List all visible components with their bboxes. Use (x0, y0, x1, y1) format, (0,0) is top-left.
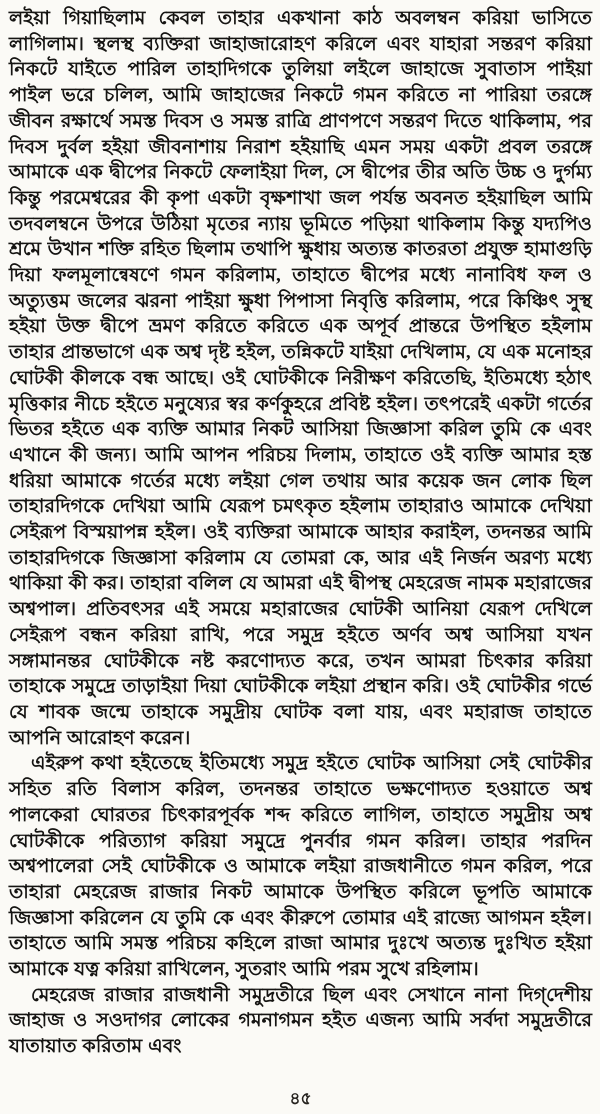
page-text-block (9, 6, 592, 1060)
paragraph-1: লইয়া গিয়াছিলাম কেবল তাহার একখানা কাঠ অবলম্বন করিয়া ভাসিতে লাগিলাম। স্থলস্থ ব্যক্তিরা জাহাজারোহণ করিলে এবং যাহারা সন্তরণ করিয়া নিকটে যাইতে পারিল তাহাদিগকে তুলিয়া লইলে জাহাজে সুবাতাস পাইয়া পাইল ভরে চলিল, আমি জাহাজের নিকটে গমন করিতে না পারিয়া তরঙ্গে জীবন রক্ষার্থে সমস্ত দিবস ও সমস্ত রাত্রি প্রাণপণে সন্তরণ দিতে থাকিলাম, পর দিবস দুর্বল হইয়া জীবনাশায় নিরাশ হইয়াছি এমন সময় একটা প্রবল তরঙ্গে আমাকে এক দ্বীপের নিকটে ফেলাইয়া দিল, সে দ্বীপের তীর অতি উচ্চ ও দুর্গম্য কিন্তু পরমেশ্বরের কী কৃপা একটা বৃক্ষশাখা জল পর্যন্ত অবনত হইয়াছিল আমি তদবলম্বনে উপরে উঠিয়া মৃতের ন্যায় ভূমিতে পড়িয়া থাকিলাম কিন্তু যদ্যপিও শ্রমে উখান শক্তি রহিত ছিলাম তথাপি ক্ষুধায় অত্যন্ত কাতরতা প্রযুক্ত হামাগুড়ি দিয়া ফলমূলান্বেষণে গমন করিলাম, তাহাতে দ্বীপের মধ্যে নানাবিধ ফল ও অত্যুত্তম জলের ঝরনা পাইয়া ক্ষুধা পিপাসা নিবৃত্তি করিলাম, পরে কিঞ্চিৎ সুস্থ হইয়া উক্ত দ্বীপে ভ্রমণ করিতে করিতে এক অপূর্ব প্রান্তরে উপস্থিত হইলাম তাহার প্রান্তভাগে এক অশ্ব দৃষ্ট হইল, তন্নিকটে যাইয়া দেখিলাম, যে এক মনোহর ঘোটকী কীলকে বন্ধ আছে। ওই ঘোটকীকে নিরীক্ষণ করিতেছি, ইতিমধ্যে হঠাৎ মৃত্তিকার নীচে হইতে মনুষ্যের স্বর কর্ণকুহরে প্রবিষ্ট হইল। তৎপরেই একটা গর্তের ভিতর হইতে এক ব্যক্তি আমার নিকট আসিয়া জিজ্ঞাসা করিল তুমি কে এবং এখানে কী জন্য। আমি আপন পরিচয় দিলাম, তাহাতে ওই ব্যক্তি আমার হস্ত ধরিয়া আমাকে গর্তের মধ্যে লইয়া গেল তথায় আর কয়েক জন লোক ছিল তাহারদিগকে দেখিয়া আমি যেরূপ চমৎকৃত হইলাম তাহারাও আমাকে দেখিয়া সেইরূপ বিস্ময়াপন্ন হইল। ওই ব্যক্তিরা আমাকে আহার করাইল, তদনন্তর আমি তাহারদিগকে জিজ্ঞাসা করিলাম যে তোমরা কে, আর এই নির্জন অরণ্য মধ্যে থাকিয়া কী কর। তাহারা বলিল যে আমরা এই দ্বীপস্থ মেহরেজ নামক মহারাজের অশ্বপাল। প্রতিবৎসর এই সময়ে মহারাজের ঘোটকী আনিয়া যেরূপ দেখিলে সেইরূপ বন্ধন করিয়া রাখি, পরে সমুদ্র হইতে অর্ণব অশ্ব আসিয়া যখন সঙ্গামানন্তর ঘোটকীকে নষ্ট করণোদ্যত করে, তখন আমরা চিৎকার করিয়া তাহাকে সমুদ্রে তাড়াইয়া দিয়া ঘোটকীকে লইয়া প্রস্থান করি। ওই ঘোটকীর গর্ভে যে শাবক জন্মে তাহাকে সমুদ্রীয় ঘোটক বলা যায়, এবং মহারাজ তাহাতে আপনি আরোহণ করেন। (9, 8, 592, 749)
paragraph-3: মেহরেজ রাজার রাজধানী সমুদ্রতীরে ছিল এবং সেখানে নানা দিগ্‌দেশীয় জাহাজ ও সওদাগর লোকের গমনাগমন হইত এজন্য আমি সর্বদা সমুদ্রতীরে যাতায়াত করিতাম এবং (9, 984, 592, 1058)
paragraph-2: এইরুপ কথা হইতেছে ইতিমধ্যে সমুদ্র হইতে ঘোটক আসিয়া সেই ঘোটকীর সহিত রতি বিলাস করিল, তদনন্তর তাহাতে ভক্ষণোদ্যত হওয়াতে অশ্ব পালকেরা ঘোরতর চিৎকারপূর্বক শব্দ করিতে লাগিল, তাহাতে সমুদ্রীয় অশ্ব ঘোটকীকে পরিত্যাগ করিয়া সমুদ্রে পুনর্বার গমন করিল। তাহার পরদিন অশ্বপালেরা সেই ঘোটকীকে ও আমাকে লইয়া রাজধানীতে গমন করিল, পরে তাহারা মেহরেজ রাজার নিকট আমাকে উপস্থিত করিলে ভূপতি আমাকে জিজ্ঞাসা করিলেন যে তুমি কে এবং কীরুপে তোমার এই রাজ্যে আগমন হইল। তাহাতে আমি সমস্ত পরিচয় কহিলে রাজা আমার দুঃখে অত্যন্ত দুঃখিত হইয়া আমাকে যত্ন করিয়া রাখিলেন, সুতরাং আমি পরম সুখে রহিলাম। (9, 753, 592, 981)
page-number: ৪৫ (289, 1088, 312, 1108)
